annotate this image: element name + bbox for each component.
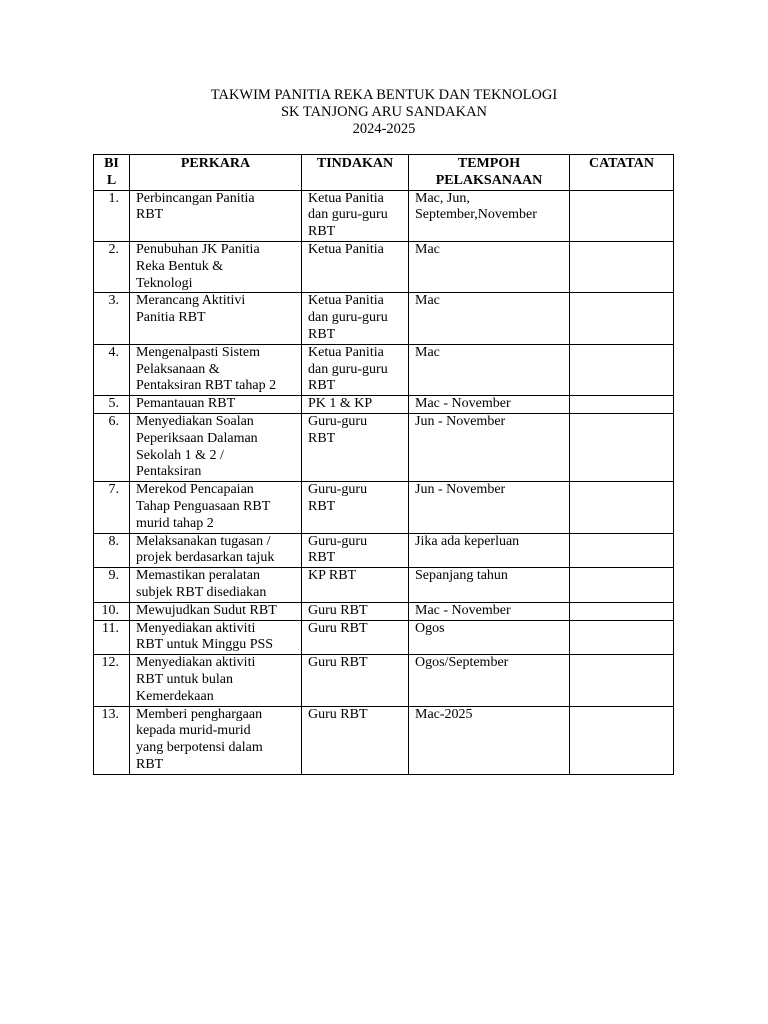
cell-tindakan: Guru-guru RBT (302, 413, 409, 481)
cell-perkara: Menyediakan aktiviti RBT untuk bulan Kemerdekaan (130, 655, 302, 706)
header-catatan: CATATAN (570, 155, 674, 191)
cell-tindakan: Guru RBT (302, 602, 409, 620)
cell-bil: 10. (94, 602, 130, 620)
cell-catatan (570, 482, 674, 533)
cell-catatan (570, 190, 674, 241)
cell-tempoh: Jun - November (409, 482, 570, 533)
cell-tindakan: Ketua Panitia dan guru-guru RBT (302, 344, 409, 395)
table-row (94, 482, 674, 533)
cell-tempoh: Mac (409, 344, 570, 395)
cell-perkara: Memastikan peralatan subjek RBT disediakan (130, 568, 302, 603)
cell-bil: 11. (94, 620, 130, 655)
table-row (94, 396, 674, 414)
cell-tindakan: Ketua Panitia dan guru-guru RBT (302, 293, 409, 344)
table-row (94, 241, 674, 292)
cell-catatan (570, 655, 674, 706)
cell-bil: 3. (94, 293, 130, 344)
table-row (94, 655, 674, 706)
cell-tindakan: Ketua Panitia (302, 241, 409, 292)
cell-tindakan: Guru-guru RBT (302, 533, 409, 568)
cell-tempoh: Mac - November (409, 602, 570, 620)
cell-tempoh: Mac-2025 (409, 706, 570, 774)
cell-tindakan: Guru-guru RBT (302, 482, 409, 533)
cell-bil: 4. (94, 344, 130, 395)
cell-bil: 12. (94, 655, 130, 706)
cell-bil: 1. (94, 190, 130, 241)
cell-catatan (570, 396, 674, 414)
cell-tempoh: Jun - November (409, 413, 570, 481)
cell-catatan (570, 620, 674, 655)
cell-catatan (570, 241, 674, 292)
header-perkara: PERKARA (130, 155, 302, 191)
cell-catatan (570, 413, 674, 481)
cell-perkara: Menyediakan aktiviti RBT untuk Minggu PSS (130, 620, 302, 655)
cell-bil: 6. (94, 413, 130, 481)
table-row (94, 706, 674, 774)
cell-tindakan: Guru RBT (302, 706, 409, 774)
table-header-row (94, 155, 674, 191)
cell-perkara: Perbincangan Panitia RBT (130, 190, 302, 241)
cell-bil: 8. (94, 533, 130, 568)
cell-tempoh: Mac - November (409, 396, 570, 414)
header-tempoh: TEMPOH PELAKSANAAN (409, 155, 570, 191)
takwim-table (93, 154, 674, 775)
table-body (94, 190, 674, 774)
cell-bil: 7. (94, 482, 130, 533)
cell-tindakan: Guru RBT (302, 655, 409, 706)
cell-bil: 5. (94, 396, 130, 414)
table-row (94, 344, 674, 395)
cell-perkara: Pemantauan RBT (130, 396, 302, 414)
table-row (94, 602, 674, 620)
cell-perkara: Penubuhan JK Panitia Reka Bentuk & Teknologi (130, 241, 302, 292)
cell-perkara: Merekod Pencapaian Tahap Penguasaan RBT murid tahap 2 (130, 482, 302, 533)
cell-tindakan: PK 1 & KP (302, 396, 409, 414)
school-year: 2024-2025 (352, 121, 416, 137)
cell-tempoh: Mac (409, 241, 570, 292)
table-row (94, 533, 674, 568)
cell-catatan (570, 706, 674, 774)
cell-catatan (570, 293, 674, 344)
cell-tempoh: Mac, Jun, September,November (409, 190, 570, 241)
cell-tempoh: Ogos/September (409, 655, 570, 706)
table-row (94, 293, 674, 344)
cell-tindakan: Guru RBT (302, 620, 409, 655)
cell-perkara: Mewujudkan Sudut RBT (130, 602, 302, 620)
cell-perkara: Memberi penghargaan kepada murid-murid yang berpotensi dalam RBT (130, 706, 302, 774)
cell-perkara: Menyediakan Soalan Peperiksaan Dalaman Sekolah 1 & 2 / Pentaksiran (130, 413, 302, 481)
cell-perkara: Melaksanakan tugasan / projek berdasarkan tajuk (130, 533, 302, 568)
school-name: SK TANJONG ARU SANDAKAN (280, 104, 488, 120)
document-header (0, 87, 768, 138)
header-tindakan: TINDAKAN (302, 155, 409, 191)
cell-tindakan: Ketua Panitia dan guru-guru RBT (302, 190, 409, 241)
cell-catatan (570, 568, 674, 603)
cell-perkara: Merancang Aktitivi Panitia RBT (130, 293, 302, 344)
cell-bil: 13. (94, 706, 130, 774)
table-row (94, 620, 674, 655)
table-row (94, 413, 674, 481)
document-title: TAKWIM PANITIA REKA BENTUK DAN TEKNOLOGI (210, 87, 558, 103)
cell-tempoh: Ogos (409, 620, 570, 655)
cell-bil: 2. (94, 241, 130, 292)
cell-catatan (570, 533, 674, 568)
header-bil: BI L (94, 155, 130, 191)
cell-perkara: Mengenalpasti Sistem Pelaksanaan & Pentaksiran RBT tahap 2 (130, 344, 302, 395)
cell-catatan (570, 602, 674, 620)
cell-tindakan: KP RBT (302, 568, 409, 603)
cell-tempoh: Mac (409, 293, 570, 344)
cell-tempoh: Jika ada keperluan (409, 533, 570, 568)
table-row (94, 568, 674, 603)
table-row (94, 190, 674, 241)
cell-catatan (570, 344, 674, 395)
cell-bil: 9. (94, 568, 130, 603)
cell-tempoh: Sepanjang tahun (409, 568, 570, 603)
